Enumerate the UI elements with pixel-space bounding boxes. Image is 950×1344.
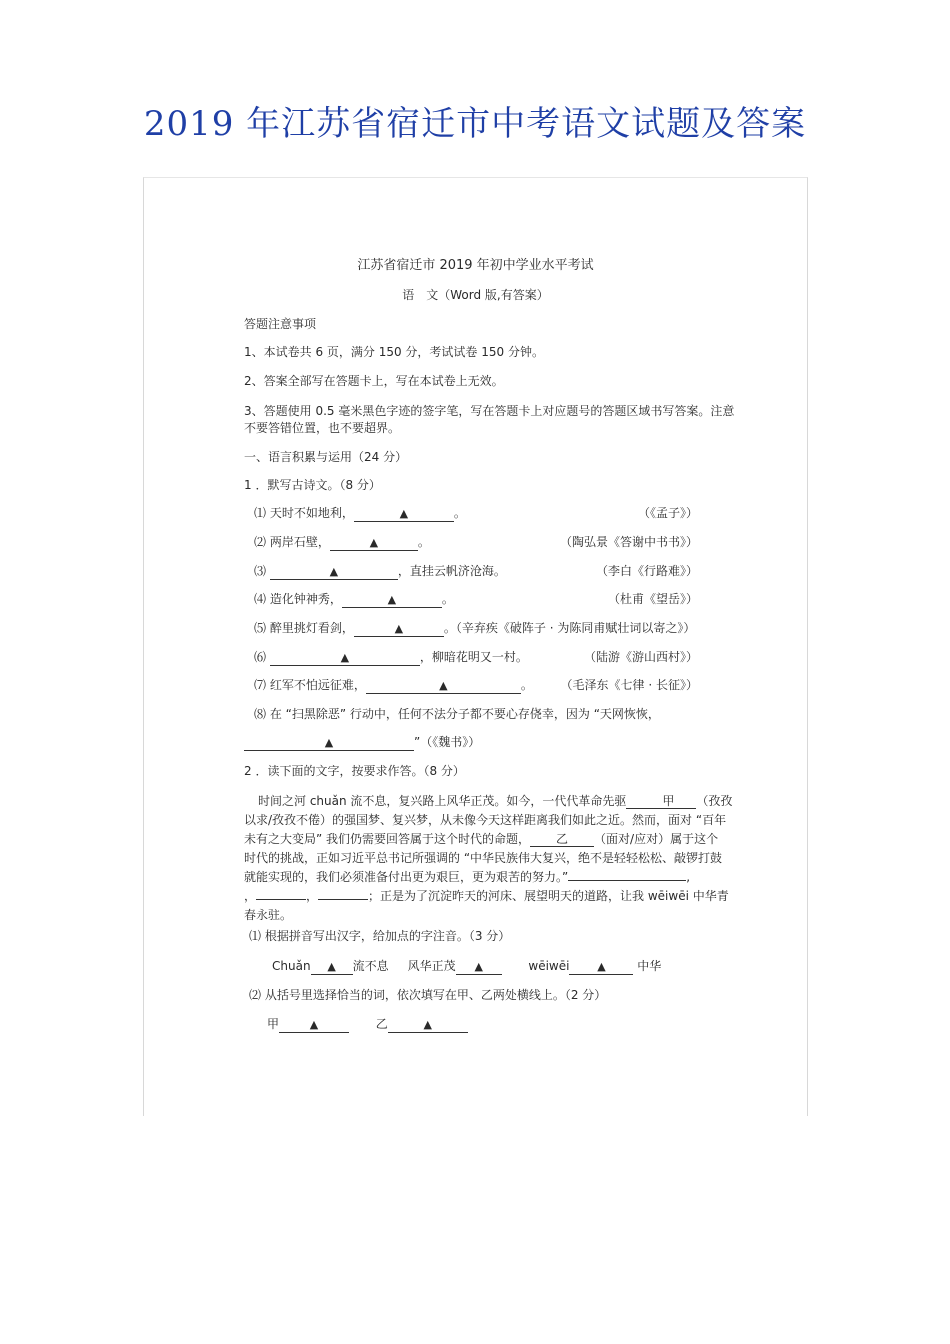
poem-source: （辛弃疾《破阵子 · 为陈同甫赋壮词以寄之》） [455,621,696,635]
notice-1: 1、本试卷共 6 页，满分 150 分，考试试卷 150 分钟。 [244,345,544,359]
fill-row [267,1016,468,1033]
triangle-icon: ▲ [369,536,379,549]
notice-2: 2、答案全部写在答题卡上，写在本试卷上无效。 [244,374,504,388]
pinyin-text: 风华正茂 [407,959,456,973]
answer-blank[interactable] [244,735,414,751]
passage-text: ；正是为了沉淀昨天的河床、展望明天的道路，让我 wēiwēi 中华青 [368,889,729,903]
pinyin-text: wēiwēi [528,959,570,973]
poem-line [254,505,698,522]
answer-blank[interactable] [456,959,502,975]
exam-scan [143,177,808,1116]
poem-source: （陆游《游山西村》） [583,650,698,664]
poem-after: ，柳暗花明又一村。 [419,650,528,664]
question-1-title: 1 ．默写古诗文。（8 分） [244,478,381,492]
triangle-icon: ▲ [387,593,397,606]
answer-blank[interactable] [270,564,398,580]
passage-text: 春永驻。 [244,908,293,922]
triangle-icon: ▲ [309,1018,319,1031]
page-title: 2019 年江苏省宿迁市中考语文试题及答案 [143,104,807,144]
poem-num: ⑷ [254,592,267,606]
passage-text: 未有之大变局” 我们仍需要回答属于这个时代的命题， [244,832,531,846]
passage-text: （孜孜 [696,794,733,808]
poem-num: ⑸ [254,621,267,635]
poem-source: （陶弘景《答谢中书书》） [559,535,698,549]
poem-before: 红军不怕远征难， [269,678,366,692]
triangle-icon: ▲ [423,1018,432,1031]
pinyin-text: Chuǎn [272,959,311,973]
triangle-icon: ▲ [324,736,334,749]
triangle-icon: ▲ [329,565,339,578]
poem-num: ⑹ [254,650,267,664]
passage-text: 就能实现的，我们必须准备付出更为艰巨，更为艰苦的努力。” [244,870,569,884]
poem-before: 造化钟神秀， [269,592,342,606]
triangle-icon: ▲ [327,960,336,973]
poem-after: 。 [417,535,430,549]
poem-line [254,620,698,637]
passage-text: 以求/孜孜不倦）的强国梦、复兴梦，从未像今天这样距离我们如此之近。然而，面对 “百年 [244,813,727,827]
answer-blank[interactable] [366,678,521,694]
poem-line [254,534,698,551]
section-1-title: 一、语言积累与运用（24 分） [244,450,408,464]
sub-question-2: ⑵ 从括号里选择恰当的词，依次填写在甲、乙两处横线上。（2 分） [249,988,607,1002]
answer-blank[interactable] [354,621,444,637]
poem-after: 。 [453,506,466,520]
answer-blank[interactable] [342,592,442,608]
answer-blank[interactable] [318,899,368,900]
poem-line [254,591,698,608]
notice-title: 答题注意事项 [244,317,317,331]
poem-line [254,649,698,666]
notice-3: 3、答题使用 0.5 毫米黑色字迹的签字笔，写在答题卡上对应题号的答题区域书写答案。注意 [244,404,735,418]
fill-label: 乙 [375,1017,388,1031]
answer-blank[interactable] [354,506,454,522]
poem-source: （杜甫《望岳》） [607,592,698,606]
poem-num: ⑵ [254,535,267,549]
answer-blank[interactable] [568,880,686,881]
answer-blank[interactable] [270,650,420,666]
poem-num: ⑺ [254,678,267,692]
answer-blank[interactable] [569,959,633,975]
poem-source: （李白《行路难》） [595,564,698,578]
pinyin-row [272,958,661,975]
triangle-icon: ▲ [394,622,404,635]
triangle-icon: ▲ [439,679,448,692]
exam-heading: 江苏省宿迁市 2019 年初中学业水平考试 [357,258,594,273]
triangle-icon: ▲ [340,651,350,664]
poem-num: ⑶ [254,564,267,578]
poem-num: ⑴ [254,506,267,520]
triangle-icon: ▲ [474,960,483,973]
poem-before: 两岸石壁， [269,535,330,549]
pinyin-text: 中华 [637,959,662,973]
poem-8-line: ⑻ 在 “扫黑除恶” 行动中，任何不法分子都不要心存侥幸，因为 “天网恢恢， [254,707,660,721]
answer-blank[interactable] [330,535,418,551]
poem-8-tail: ”（《魏书》） [414,735,481,749]
passage-text: 时间之河 chuǎn 流不息，复兴路上风华正茂。如今，一代代革命先驱 [258,794,627,808]
poem-after: 。 [441,592,454,606]
poem-after: 。 [520,678,533,692]
poem-source: （毛泽东《七律 · 长征》） [560,678,698,692]
notice-3-cont: 不要答错位置，也不要超界。 [244,421,401,435]
triangle-icon: ▲ [399,507,409,520]
exam-subheading: 语 文（Word 版,有答案） [402,288,549,302]
poem-after: ，直挂云帆济沧海。 [397,564,506,578]
poem-line [254,563,698,580]
blank-label: 甲 [662,794,675,808]
sub-question-1: ⑴ 根据拼音写出汉字，给加点的字注音。（3 分） [249,929,511,943]
passage-text: 时代的挑战，正如习近平总书记所强调的 “中华民族伟大复兴，绝不是轻轻松松、敲锣打鼓 [244,851,723,865]
pinyin-text: 流不息 [352,959,389,973]
triangle-icon: ▲ [597,960,606,973]
passage-text: ， [244,889,257,903]
answer-blank-jia[interactable] [626,794,696,809]
answer-blank[interactable] [279,1017,349,1033]
poem-line [254,677,698,694]
question-2-title: 2 ．读下面的文字，按要求作答。（8 分） [244,764,465,778]
blank-label: 乙 [556,832,569,846]
answer-blank[interactable] [311,959,353,975]
answer-blank[interactable] [388,1017,468,1033]
poem-before: 醉里挑灯看剑， [269,621,354,635]
poem-after: 。 [443,621,456,635]
fill-label: 甲 [267,1017,280,1031]
passage-text: （面对/应对）属于这个 [594,832,719,846]
answer-blank[interactable] [256,899,306,900]
poem-before: 天时不如地利， [269,506,354,520]
poem-source: （《孟子》） [637,506,698,520]
poem-8-answer [244,734,480,751]
reading-passage: 时间之河 chuǎn 流不息，复兴路上风华正茂。如今，一代代革命先驱 甲 （孜孜 以求/孜孜不倦）的强国梦、复兴梦，从未像今天这样距离我们如此之近。然而，面对 “百年 未有之大变局” 我们仍需要回答属于这个时代的命题， 乙 （面对/应对）属于这个 时代的挑战，正如习近平总书记所强调的 “中华民族伟大复兴，绝不是轻轻松松、敲锣打鼓 就能实现的，我们必须准备付出更为艰巨，更为艰苦的努力。” , ， ， ；正是为了沉淀昨天的河床、展望明天的道路，让我 wēiwēi 中华青 春永驻。 [244,792,810,925]
answer-blank-yi[interactable] [530,832,594,847]
